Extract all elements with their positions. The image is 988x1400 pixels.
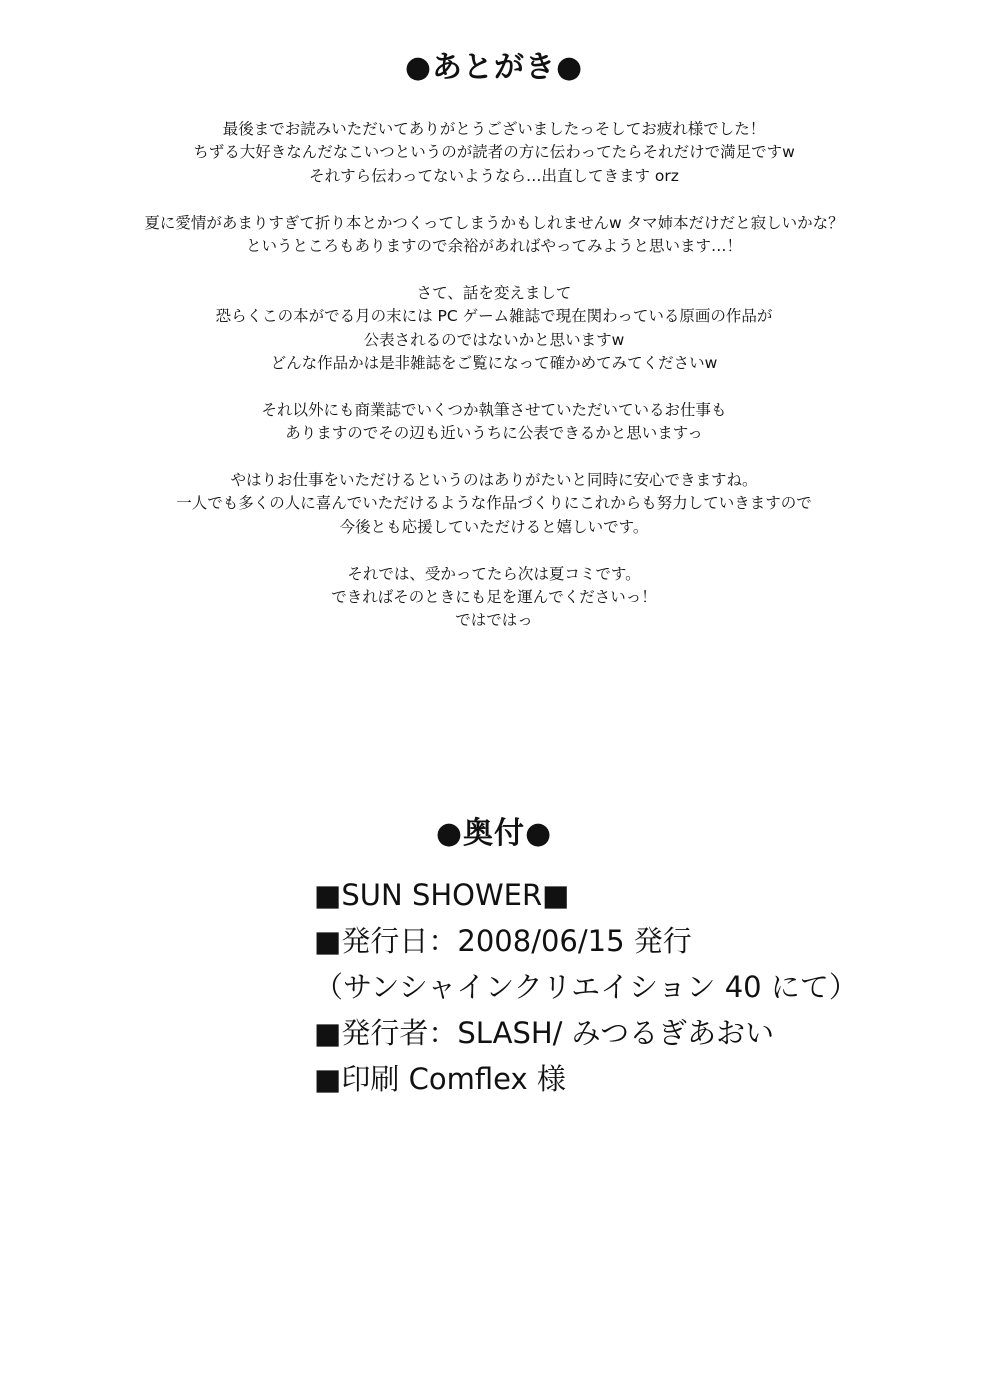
afterword-line: 今後とも応援していただけると嬉しいです。	[339, 517, 649, 536]
colophon-publisher: ■発行者：SLASH/ みつるぎあおい	[314, 1016, 775, 1050]
afterword-line: 恐らくこの本がでる月の末には PC ゲーム雑誌で現在関わっている原画の作品が	[215, 307, 773, 326]
afterword-line: ちずる大好きなんだなこいつというのが読者の方に伝わってたらそれだけで満足ですw	[193, 143, 795, 162]
afterword-line: ありますのでその辺も近いうちに公表できるかと思いますっ	[285, 424, 703, 443]
afterword-line: それ以外にも商業誌でいくつか執筆させていただいているお仕事も	[261, 400, 727, 419]
colophon-publish-date: ■発行日：2008/06/15 発行	[314, 924, 692, 958]
afterword-line: 一人でも多くの人に喜んでいただけるような作品づくりにこれからも努力していきますので	[176, 494, 812, 513]
afterword-line: できればそのときにも足を運んでくださいっ！	[331, 588, 657, 607]
afterword-paragraph-4	[0, 399, 988, 446]
afterword-line: どんな作品かは是非雑誌をご覧になって確かめてみてくださいw	[270, 354, 718, 373]
afterword-paragraph-5	[0, 469, 988, 539]
afterword-line: ではではっ	[455, 611, 533, 630]
afterword-title: ●あとがき●	[404, 50, 584, 85]
afterword-paragraph-6	[0, 563, 988, 633]
afterword-paragraph-1	[0, 118, 988, 188]
afterword-line: さて、話を変えまして	[416, 283, 572, 302]
colophon-event: （サンシャインクリエイション 40 にて）	[314, 970, 858, 1004]
afterword-body	[0, 118, 988, 656]
afterword-paragraph-2	[0, 212, 988, 259]
afterword-line: やはりお仕事をいただけるというのはありがたいと同時に安心できますね。	[230, 471, 758, 490]
colophon-book-title: ■SUN SHOWER■	[314, 878, 570, 912]
colophon-body	[314, 872, 934, 1102]
afterword-line: 夏に愛情があまりすぎて折り本とかつくってしまうかもしれませんw タマ姉本だけだと寂しいかな？	[144, 213, 844, 232]
afterword-line: それでは、受かってたら次は夏コミです。	[347, 564, 641, 583]
afterword-line: それすら伝わってないようなら…出直してきます orz	[309, 166, 679, 185]
colophon-printer: ■印刷 Comflex 様	[314, 1062, 566, 1096]
afterword-line: 公表されるのではないかと思いますw	[363, 330, 625, 349]
afterword-paragraph-3	[0, 282, 988, 376]
colophon-title: ●奥付●	[435, 816, 553, 851]
afterword-line: 最後までお読みいただいてありがとうございましたっそしてお疲れ様でした！	[222, 120, 766, 138]
afterword-line: というところもありますので余裕があればやってみようと思います…！	[245, 237, 742, 256]
